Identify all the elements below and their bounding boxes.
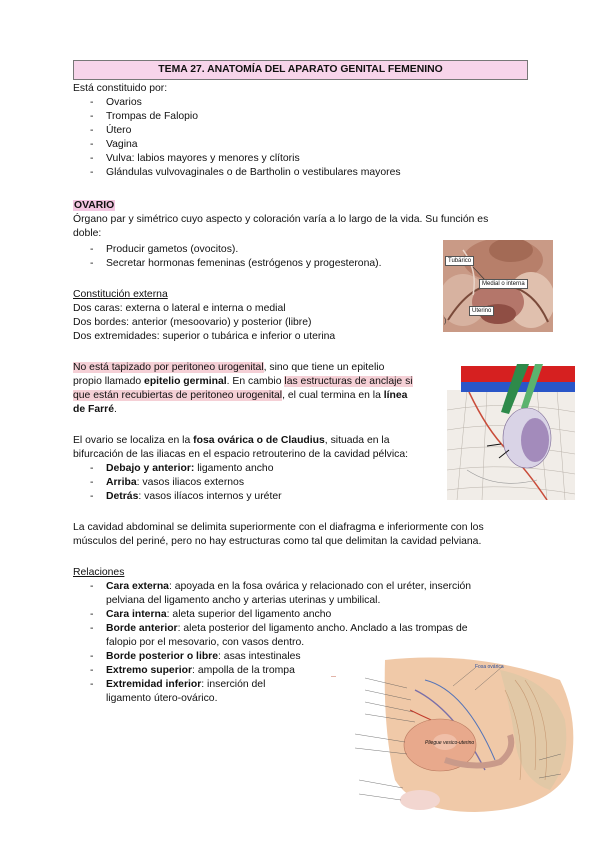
- ovario-heading: OVARIO: [74, 200, 115, 211]
- text: . En cambio: [226, 376, 285, 387]
- text: : aleta posterior del ligamento ancho. Anclado a las trompas de: [177, 623, 468, 634]
- pelvic-lateral-illustration: [325, 650, 588, 815]
- peritoneo-line-4: [73, 403, 117, 417]
- list-item: [73, 580, 513, 594]
- bold-text: Cara externa: [106, 581, 169, 592]
- localizacion-line-2: bifurcación de las iliacas en el espacio retrouterino de la cavidad pélvica:: [73, 449, 409, 460]
- bold-text: línea: [383, 390, 408, 401]
- ovary-photo-figure: [443, 240, 553, 332]
- list-item-continuation: [73, 594, 513, 608]
- bold-text: Borde anterior: [106, 623, 178, 634]
- text: : asas intestinales: [218, 651, 301, 662]
- intro-list: [73, 96, 513, 180]
- list-item: [73, 490, 433, 504]
- peritoneo-line-2: [73, 375, 413, 389]
- peritoneo-line-3: [73, 389, 407, 403]
- highlight-text: que están recubiertas de peritoneo urogenital: [73, 390, 283, 401]
- text: , el cual termina en la: [282, 390, 384, 401]
- list-item: - Ovarios: [73, 96, 513, 110]
- list-item: - Secretar hormonas femeninas (estrógenos y progesterona).: [73, 257, 433, 271]
- bold-text: Arriba: [106, 477, 137, 488]
- peritoneo-line-1: [73, 361, 384, 375]
- constitucion-line: Dos bordes: anterior (mesoovario) y posterior (libre): [73, 317, 312, 328]
- fig3-label: —: [331, 674, 336, 680]
- text: , situada en la: [324, 435, 390, 446]
- text: .: [114, 404, 117, 415]
- text: , sino que tiene un epitelio: [263, 362, 385, 373]
- bold-text: epitelio germinal: [144, 376, 227, 387]
- list-item: - Útero: [73, 124, 513, 138]
- fig3-label-fosa: Fosa ovárica: [475, 664, 504, 670]
- highlight-text: No está tapizado por peritoneo urogenital: [73, 362, 264, 373]
- list-item: [73, 462, 433, 476]
- list-item: - Vulva: labios mayores y menores y clítoris: [73, 152, 513, 166]
- text: : vasos iliacos externos: [136, 477, 245, 488]
- bold-text: fosa ovárica o de Claudius: [193, 435, 325, 446]
- pelvic-vessels-figure: [447, 350, 575, 500]
- ovario-desc-line-1: Órgano par y simétrico cuyo aspecto y coloración varía a lo largo de la vida. Su función es: [73, 214, 489, 225]
- ovario-desc-line-2: doble:: [73, 228, 102, 239]
- cavidad-line-2: músculos del periné, pero no hay estructuras como tal que delimitan la cavidad pelviana.: [73, 536, 482, 547]
- relaciones-heading: Relaciones: [73, 567, 125, 578]
- label-medial-interna: Medial o interna: [479, 279, 528, 289]
- text: ligamento útero-ovárico.: [106, 693, 218, 704]
- list-item: - Glándulas vulvovaginales o de Bartholin o vestibulares mayores: [73, 166, 513, 180]
- list-item: [73, 608, 513, 622]
- text: : vasos ilíacos internos y uréter: [138, 491, 282, 502]
- list-item: [73, 622, 513, 636]
- pelvic-lateral-figure: [325, 650, 588, 815]
- fig3-label-pliegue: Pliegue vesico-uterino: [425, 740, 475, 746]
- text: falopio por el mesovario, con vasos dentro.: [106, 637, 305, 648]
- intro-lead: Está constituido por:: [73, 83, 168, 94]
- pelvic-vessels-illustration: [447, 350, 575, 500]
- bold-text: Detrás: [106, 491, 139, 502]
- bold-text: de Farré: [73, 404, 115, 415]
- section-heading-ovario: [73, 199, 115, 213]
- label-uterino: Uterino: [469, 306, 494, 316]
- constitucion-line: Dos extremidades: superior o tubárica e inferior o uterina: [73, 331, 336, 342]
- bold-text: Cara interna: [106, 609, 167, 620]
- highlight-text: las estructuras de anclaje si: [284, 376, 413, 387]
- bold-text: Extremidad inferior: [106, 679, 202, 690]
- ovario-functions: [73, 243, 433, 271]
- bold-text: Extremo superior: [106, 665, 193, 676]
- list-item: - Trompas de Falopio: [73, 110, 513, 124]
- text: : inserción del: [201, 679, 266, 690]
- list-item-continuation: [73, 636, 513, 650]
- list-item: - Producir gametos (ovocitos).: [73, 243, 433, 257]
- list-item: [73, 476, 433, 490]
- text: : aleta superior del ligamento ancho: [166, 609, 332, 620]
- localizacion-list: [73, 462, 433, 504]
- constitucion-heading: Constitución externa: [73, 289, 168, 300]
- text: : ampolla de la trompa: [192, 665, 295, 676]
- cavidad-line-1: La cavidad abdominal se delimita superiormente con el diafragma e inferiormente con los: [73, 522, 484, 533]
- bold-text: Debajo y anterior:: [106, 463, 195, 474]
- list-item: - Vagina: [73, 138, 513, 152]
- label-tubarico: Tubárico: [445, 256, 474, 266]
- text: propio llamado: [73, 376, 145, 387]
- bold-text: Borde posterior o libre: [106, 651, 219, 662]
- page-title: TEMA 27. ANATOMÍA DEL APARATO GENITAL FEMENINO: [73, 60, 528, 80]
- fig1-corner-mark: ): [444, 318, 447, 325]
- constitucion-line: Dos caras: externa o lateral e interna o medial: [73, 303, 286, 314]
- localizacion-line-1: [73, 434, 390, 448]
- text: El ovario se localiza en la: [73, 435, 194, 446]
- text: ligamento ancho: [194, 463, 274, 474]
- text: pelviana del ligamento ancho y arterias uterinas y umbilical.: [106, 595, 381, 606]
- text: : apoyada en la fosa ovárica y relacionado con el uréter, inserción: [168, 581, 472, 592]
